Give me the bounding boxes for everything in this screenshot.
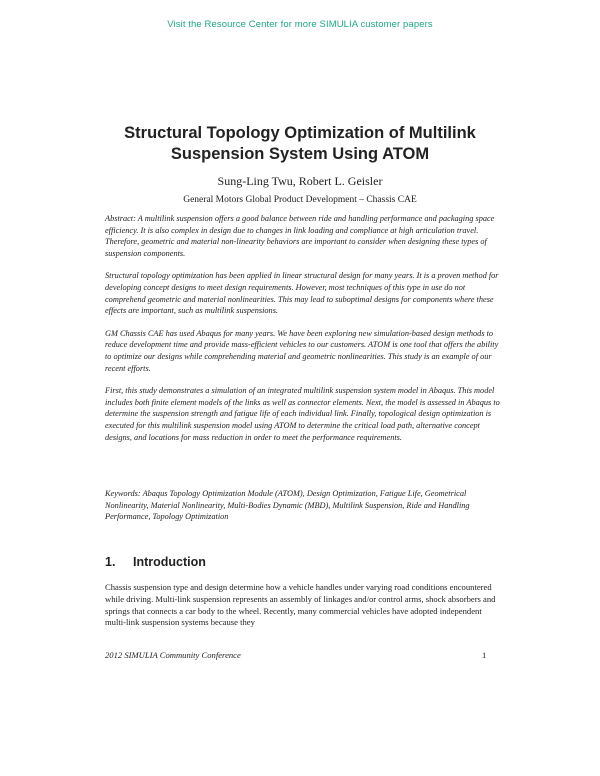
section-title: Introduction (133, 555, 206, 569)
page-number: 1 (482, 650, 487, 660)
abstract-paragraph: First, this study demonstrates a simulation of an integrated multilink suspension system model in Abaqus. This model includes both finite element models of the links as well as connector elements. Next, the model is assessed in Abaqus to determine the suspension strength and fatigue life of each individual link. Finally, topological design optimization is executed for this multilink suspension model using ATOM to determine the critical load path, alternative concept designs, and locations for mass reduction in order to meet the performance requirements. (105, 386, 500, 442)
abstract-paragraph: Structural topology optimization has been applied in linear structural design for many years. It is a proven method for developing concept designs to meet design requirements. However, most techniques of this type in use do not comprehend geometric and material nonlinearities. This may lead to suboptimal designs for components where these effects are important, such as multilink suspensions. (105, 271, 499, 316)
resource-center-link[interactable]: Visit the Resource Center for more SIMULIA customer papers (167, 19, 433, 30)
introduction-paragraph: Chassis suspension type and design determine how a vehicle handles under varying road conditions encountered while driving. Multi-link suspension represents an assembly of linkages and/or control arms, shock absorbers and springs that connects a car body to the wheel. Recently, many commercial vehicles have adopted independent multi-link suspension systems because they (105, 582, 496, 628)
abstract-paragraph: Abstract: A multilink suspension offers a good balance between ride and handling performance and packaging space efficiency. It is also complex in design due to changes in link loading and compliance at high articulation travel. Therefore, geometric and material non-linearity behaviors are important to consider when designing these types of suspension components. (105, 214, 495, 258)
keywords: Keywords: Abaqus Topology Optimization Module (ATOM), Design Optimization, Fatigue Life, Geometrical Nonlinearity, Material Nonlinearity, Multi-Bodies Dynamic (MBD), Multilink Suspension, Ride and Handling Performance, Topology Optimization (105, 489, 470, 522)
abstract-paragraph: GM Chassis CAE has used Abaqus for many years. We have been exploring new simulation-based design methods to reduce development time and provide mass-efficient vehicles to our customers. ATOM is one tool that offers the ability to optimize our designs while comprehending material and geometric nonlinearities. This study is an example of our recent efforts. (105, 328, 499, 373)
title-line-2: Suspension System Using ATOM (170, 145, 430, 163)
paper-title (60, 123, 540, 165)
authors: Sung-Ling Twu, Robert L. Geisler (217, 174, 383, 188)
footer-conference: 2012 SIMULIA Community Conference (105, 650, 241, 660)
abstract (105, 213, 500, 454)
section-number: 1. (105, 555, 116, 569)
affiliation: General Motors Global Product Development – Chassis CAE (183, 195, 417, 205)
section-heading-introduction (105, 555, 206, 569)
title-line-1: Structural Topology Optimization of Multilink (124, 124, 476, 142)
